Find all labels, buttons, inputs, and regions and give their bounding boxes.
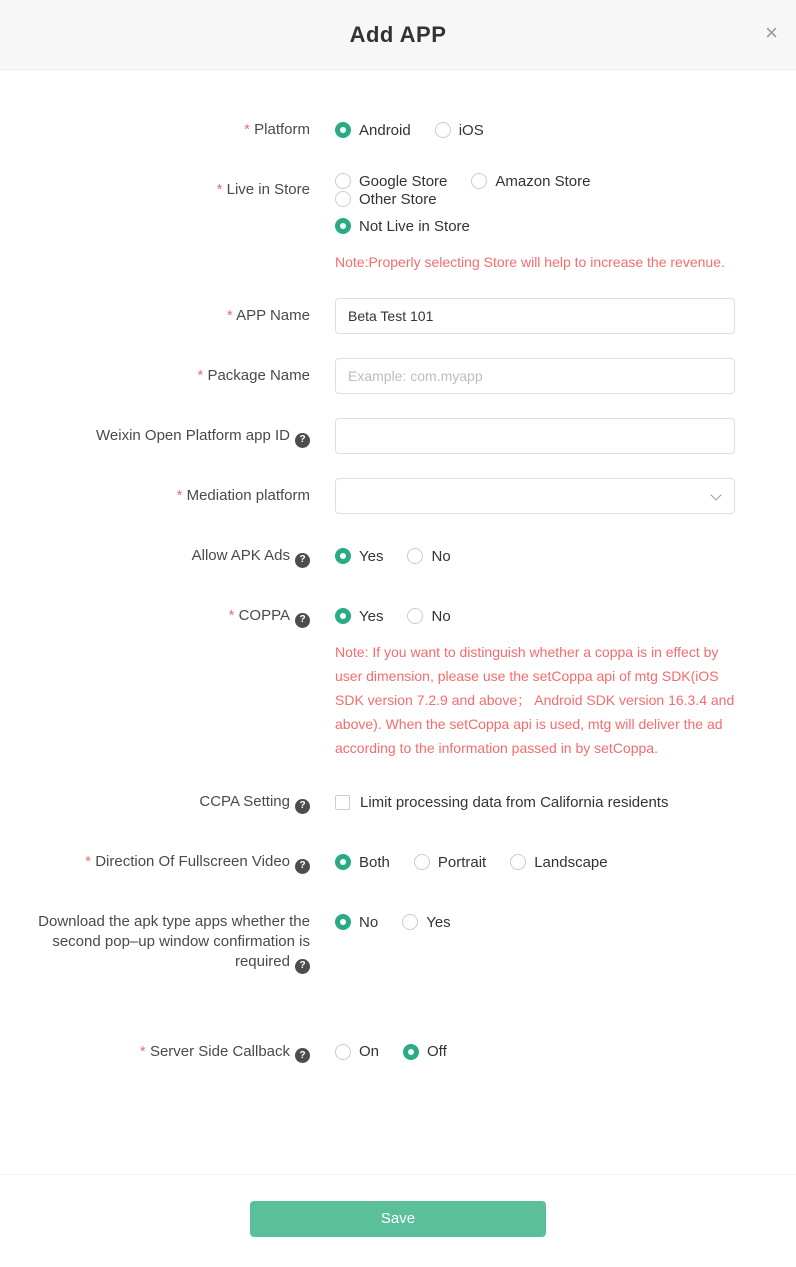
radio-icon[interactable] <box>335 1044 351 1060</box>
direction-option-portrait[interactable] <box>414 854 486 871</box>
form-row-package-name <box>0 358 796 394</box>
modal-header <box>0 0 796 70</box>
radio-label: Yes <box>359 547 384 565</box>
coppa-label-text: COPPA <box>238 607 290 624</box>
help-icon[interactable]: ? <box>295 959 310 974</box>
radio-icon[interactable] <box>335 191 351 207</box>
apk-popup-label-text: Download the apk type apps whether the second pop–up window confirmation is required <box>38 913 310 970</box>
form-row-app-name <box>0 298 796 334</box>
radio-icon[interactable] <box>402 914 418 930</box>
radio-icon[interactable] <box>335 218 351 234</box>
server-callback-option-off[interactable] <box>403 1043 447 1060</box>
form-row-ccpa <box>0 784 796 820</box>
radio-icon[interactable] <box>335 608 351 624</box>
form-row-weixin-app-id <box>0 418 796 454</box>
store-option-google[interactable] <box>335 173 447 190</box>
close-icon[interactable]: × <box>765 20 778 45</box>
apk-popup-radio-group <box>335 904 735 940</box>
platform-option-android[interactable] <box>335 122 411 139</box>
apk-popup-label <box>0 904 310 974</box>
radio-label: iOS <box>458 121 484 139</box>
weixin-app-id-label <box>0 418 310 448</box>
radio-icon[interactable] <box>471 173 487 189</box>
radio-label: Portrait <box>437 853 487 871</box>
form-row-server-callback <box>0 1034 796 1070</box>
ccpa-checkbox-row <box>335 784 735 820</box>
chevron-down-icon <box>710 489 721 500</box>
app-name-input[interactable] <box>335 298 735 334</box>
direction-option-both[interactable] <box>335 854 390 871</box>
apk-popup-option-no[interactable] <box>335 914 378 931</box>
save-button[interactable]: Save <box>250 1201 546 1237</box>
radio-icon[interactable] <box>414 854 430 870</box>
radio-icon[interactable] <box>335 914 351 930</box>
help-icon[interactable]: ? <box>295 859 310 874</box>
radio-icon[interactable] <box>407 548 423 564</box>
ccpa-label <box>0 784 310 814</box>
radio-icon[interactable] <box>407 608 423 624</box>
page-title: Add APP <box>349 21 447 47</box>
radio-label: Landscape <box>534 853 608 871</box>
form-row-direction <box>0 844 796 880</box>
form-row-apk-popup <box>0 904 796 974</box>
direction-label <box>0 844 310 874</box>
radio-label: Amazon Store <box>495 172 591 190</box>
form-row-platform <box>0 112 796 148</box>
radio-label: No <box>359 913 379 931</box>
app-name-label: * APP Name <box>0 298 310 326</box>
radio-label: Android <box>359 121 411 139</box>
modal-footer <box>0 1174 796 1267</box>
help-icon[interactable]: ? <box>295 799 310 814</box>
checkbox-icon[interactable] <box>335 795 350 810</box>
mediation-platform-select[interactable] <box>335 478 735 514</box>
live-in-store-radio-row1 <box>335 172 735 208</box>
weixin-app-id-input[interactable] <box>335 418 735 454</box>
server-callback-label-text: Server Side Callback <box>149 1042 290 1060</box>
radio-label: Both <box>359 853 390 871</box>
coppa-option-yes[interactable] <box>335 608 383 625</box>
apk-popup-option-yes[interactable] <box>402 914 450 931</box>
weixin-app-id-label-text: Weixin Open Platform app ID <box>96 427 290 444</box>
allow-apk-ads-option-no[interactable] <box>407 548 450 565</box>
mediation-platform-label: * Mediation platform <box>0 478 310 506</box>
direction-label-text: Direction Of Fullscreen Video <box>95 853 290 870</box>
ccpa-label-text: CCPA Setting <box>199 793 290 810</box>
radio-label: No <box>431 607 451 625</box>
form-row-mediation-platform <box>0 478 796 514</box>
package-name-input[interactable] <box>335 358 735 394</box>
radio-label: No <box>431 547 451 565</box>
server-callback-option-on[interactable] <box>335 1043 379 1060</box>
form-row-live-in-store <box>0 172 796 274</box>
radio-icon[interactable] <box>335 548 351 564</box>
help-icon[interactable]: ? <box>295 433 310 448</box>
store-option-not-live[interactable] <box>335 218 470 235</box>
platform-radio-group <box>335 112 735 148</box>
coppa-label <box>0 598 310 628</box>
radio-label: Google Store <box>359 172 448 190</box>
allow-apk-ads-option-yes[interactable] <box>335 548 383 565</box>
radio-label: Other Store <box>359 190 437 208</box>
coppa-radio-group <box>335 598 735 634</box>
package-name-label: * Package Name <box>0 358 310 386</box>
radio-icon[interactable] <box>435 122 451 138</box>
platform-label: * Platform <box>0 112 310 140</box>
allow-apk-ads-label-text: Allow APK Ads <box>191 547 290 564</box>
live-in-store-label: * Live in Store <box>0 172 310 200</box>
radio-icon[interactable] <box>335 173 351 189</box>
radio-icon[interactable] <box>510 854 526 870</box>
radio-icon[interactable] <box>335 122 351 138</box>
allow-apk-ads-radio-group <box>335 538 735 574</box>
live-in-store-radio-row2 <box>335 208 735 244</box>
store-option-other[interactable] <box>335 191 437 208</box>
ccpa-checkbox-label: Limit processing data from California residents <box>360 793 669 811</box>
direction-radio-group <box>335 844 735 880</box>
radio-icon[interactable] <box>335 854 351 870</box>
server-callback-radio-group <box>335 1034 735 1070</box>
coppa-option-no[interactable] <box>407 608 450 625</box>
help-icon[interactable]: ? <box>295 613 310 628</box>
help-icon[interactable]: ? <box>295 1048 310 1063</box>
store-note: Note:Properly selecting Store will help to increase the revenue. <box>335 254 725 270</box>
coppa-note: Note: If you want to distinguish whether a coppa is in effect by user dimension, please use the setCoppa api of mtg SDK(iOS SDK version 7.2.9 and above； Android SDK version 16.3.4 and above). When the setCoppa api is used, mtg will deliver the ad according to the information passed in by setCoppa. <box>335 644 735 756</box>
radio-label: Yes <box>426 913 451 931</box>
add-app-form <box>0 70 796 1124</box>
form-row-coppa <box>0 598 796 760</box>
help-icon[interactable]: ? <box>295 553 310 568</box>
radio-label: Not Live in Store <box>359 217 470 235</box>
radio-label: Yes <box>359 607 384 625</box>
server-callback-label <box>0 1034 310 1064</box>
allow-apk-ads-label <box>0 538 310 568</box>
form-row-allow-apk-ads <box>0 538 796 574</box>
radio-label: On <box>359 1043 380 1060</box>
platform-option-ios[interactable] <box>435 122 484 139</box>
direction-option-landscape[interactable] <box>510 854 607 871</box>
radio-icon[interactable] <box>403 1044 419 1060</box>
radio-label: Off <box>427 1043 447 1060</box>
store-option-amazon[interactable] <box>471 173 590 190</box>
